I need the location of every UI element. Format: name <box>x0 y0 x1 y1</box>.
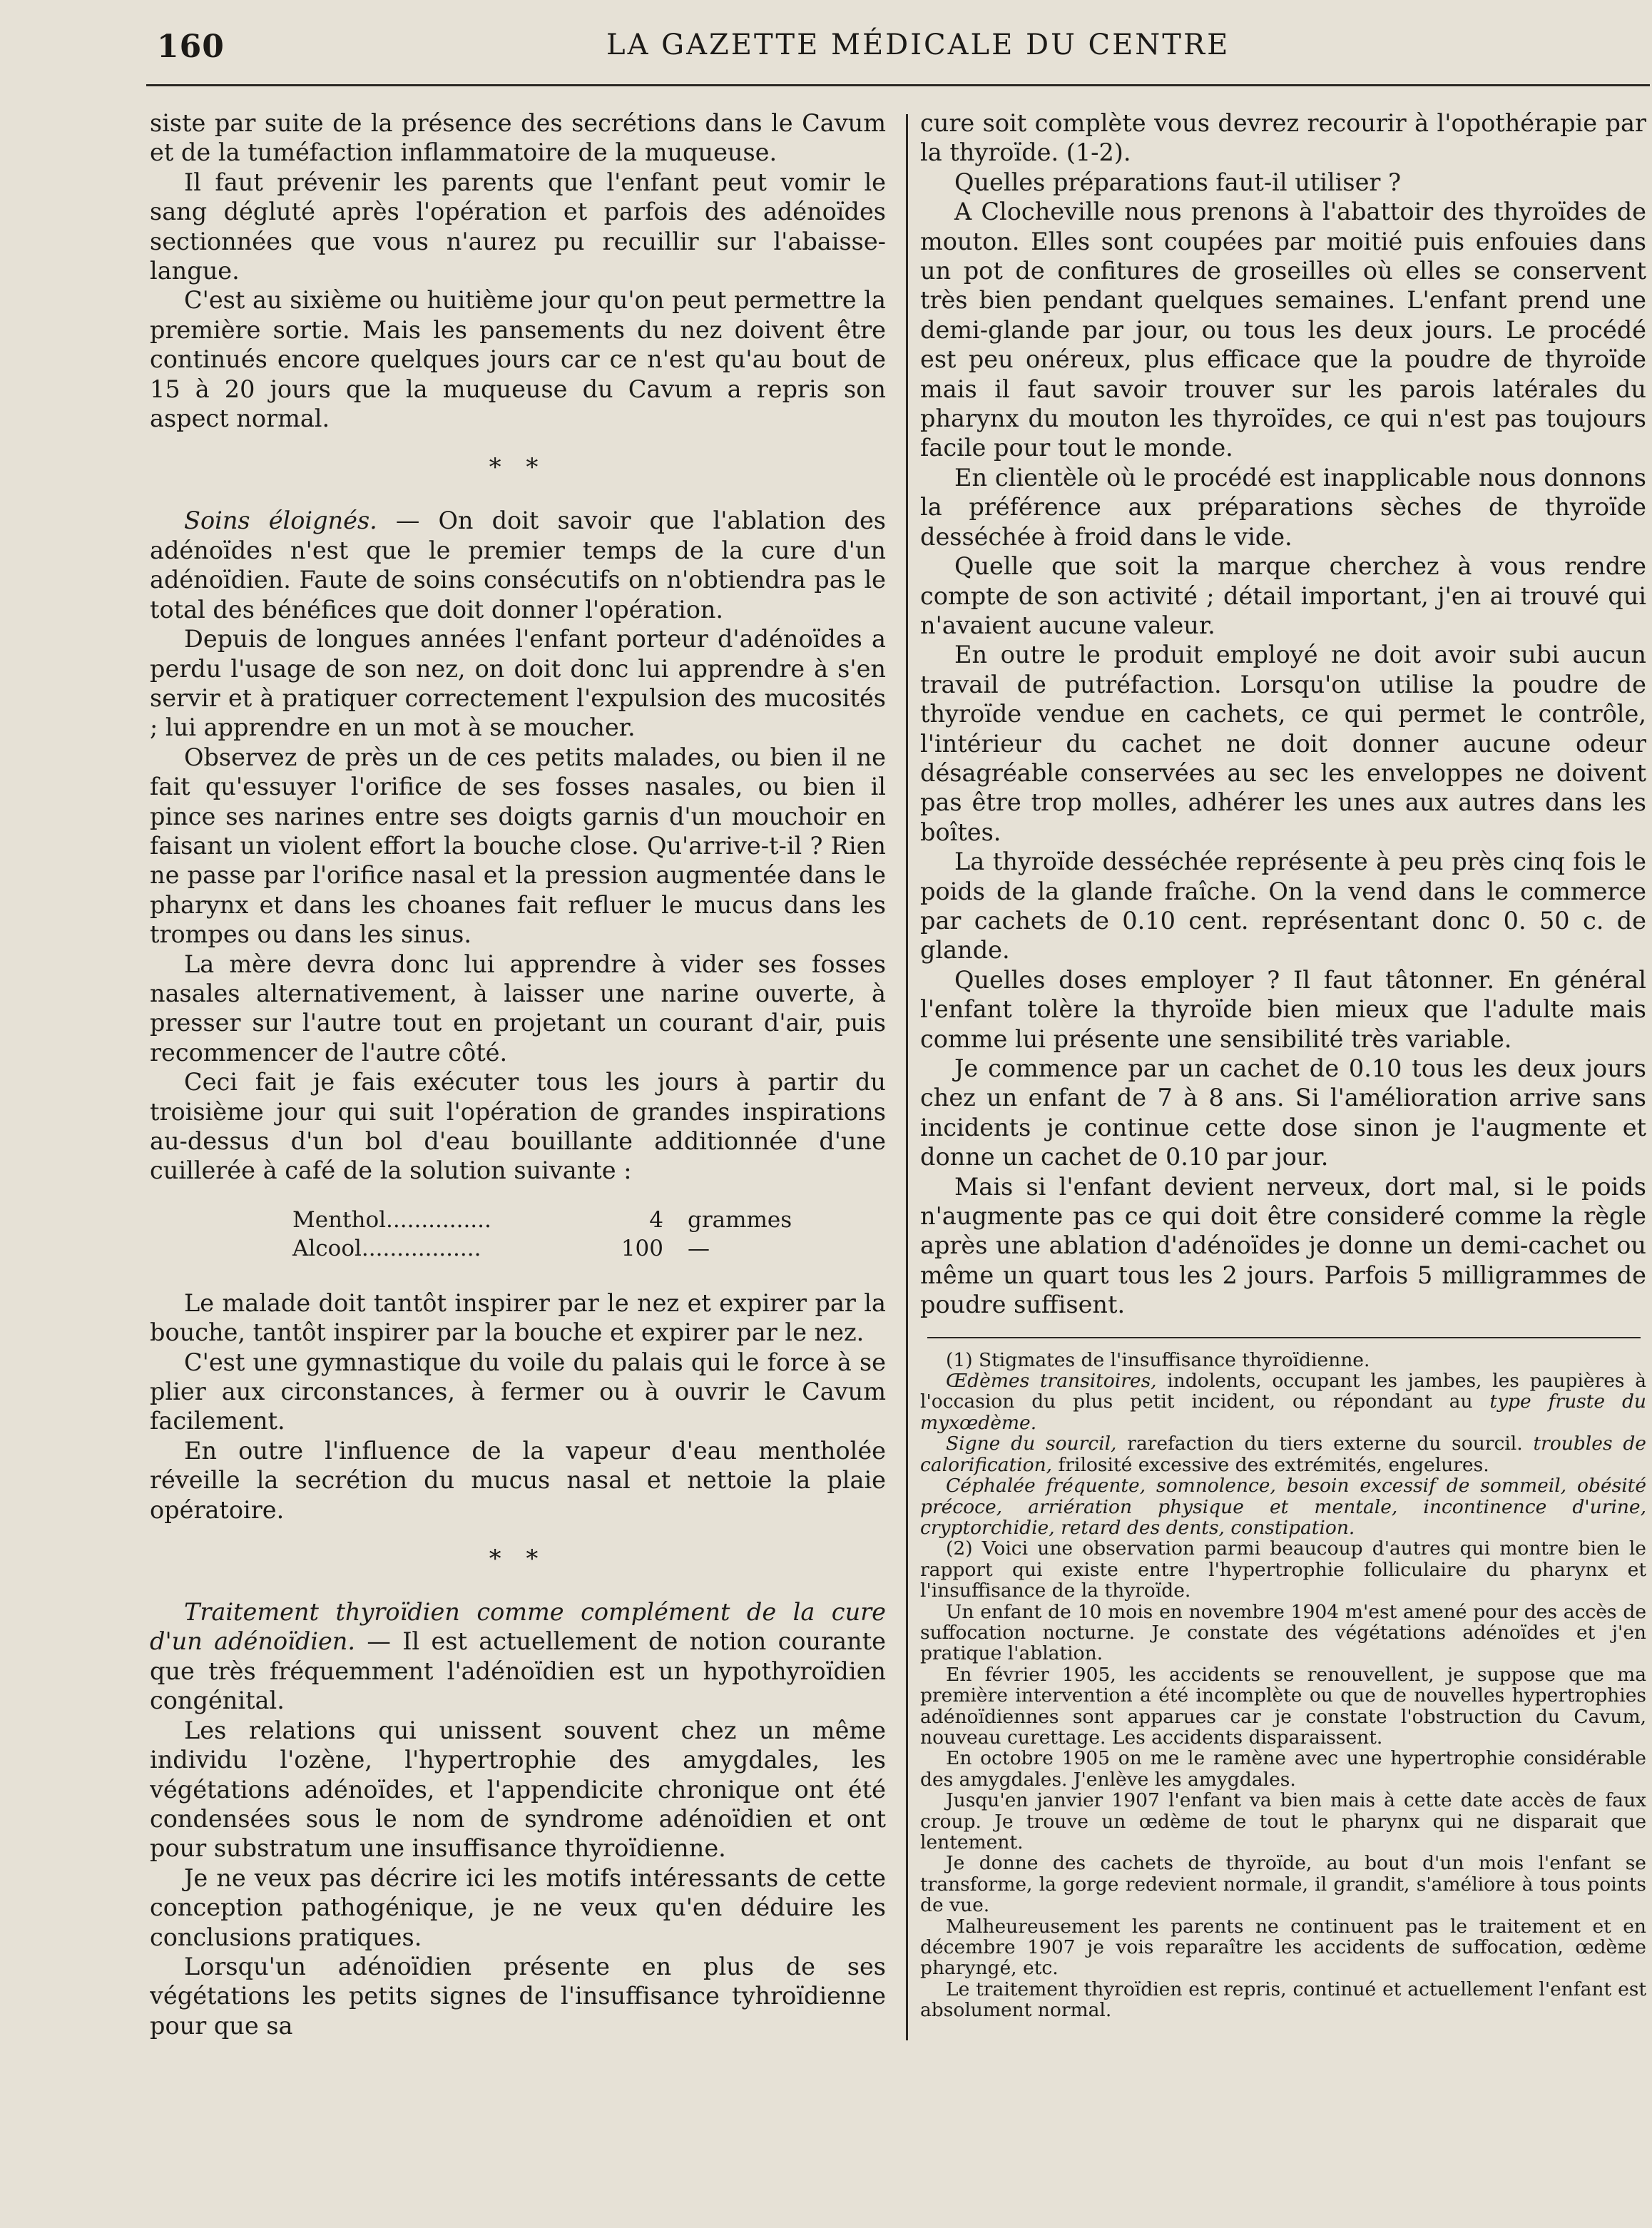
column-divider <box>906 114 908 2040</box>
footnote: Je donne des cachets de thyroïde, au bout d'un mois l'enfant se transforme, la gorge redevient normale, il grandit, s'améliore à tous points de vue. <box>920 1852 1646 1917</box>
paragraph: La thyroïde desséchée représente à peu près cinq fois le poids de la glande fraîche. On la vend dans le commerce par cachets de 0.10 cent. représentant donc 0. 50 c. de glande. <box>920 848 1646 965</box>
paragraph: siste par suite de la présence des secrétions dans le Cavum et de la tuméfaction inflammatoire de la muqueuse. <box>150 109 886 167</box>
ingredient-quantity: 4 <box>649 1206 663 1233</box>
footnote: En octobre 1905 on me le ramène avec une hypertrophie considérable des amygdales. J'enlève les amygdales. <box>920 1747 1646 1791</box>
paragraph-text: — On doit savoir que l'ablation des adénoïdes n'est que le premier temps de la cure d'un adénoïdien. Faute de soins consécutifs on n'obtiendra pas le total des bénéfices que doit donner l'opération. <box>150 507 886 624</box>
paragraph: Le malade doit tantôt inspirer par le nez et expirer par la bouche, tantôt inspirer par la bouche et expirer par le nez. <box>150 1288 886 1347</box>
footnote-text: indolents, occupant les jambes, les paupières à l'occasion du plus petit incident, ou répondant au <box>920 1370 1646 1413</box>
footnote-text: rarefaction du tiers externe du sourcil. <box>1116 1433 1534 1455</box>
footnote-rule <box>927 1337 1641 1338</box>
footnote-italic: troubles de calorification, <box>920 1433 1646 1476</box>
footnote: (1) Stigmates de l'insuffisance thyroïdienne. <box>946 1348 1370 1371</box>
ingredient-unit: — <box>688 1235 710 1261</box>
section-separator: * * <box>489 453 547 482</box>
prescription-formula <box>292 1206 886 1263</box>
paragraph: Quelle que soit la marque cherchez à vous rendre compte de son activité ; détail important, j'en ai trouvé qui n'avaient aucune valeur. <box>920 552 1646 639</box>
paragraph: Il faut prévenir les parents que l'enfant peut vomir le sang dégluté après l'opération et parfois des adénoïdes sectionnées que vous n'aurez pu recuillir sur l'abaisse-langue. <box>150 168 886 285</box>
footnote: Un enfant de 10 mois en novembre 1904 m'est amené pour des accès de suffocation nocturne. Je constate des végétations adénoïdes et j'en pratique l'ablation. <box>920 1600 1646 1665</box>
paragraph: En outre le produit employé ne doit avoir subi aucun travail de putréfaction. Lorsqu'on utilise la poudre de thyroïde vendue en cachets, ce qui permet le contrôle, l'intérieur du cachet ne doit donner aucune odeur désagréable conservées au sec les enveloppes ne doivent pas être trop molles, adhérer les unes aux autres dans les boîtes. <box>920 641 1646 846</box>
left-column <box>150 108 886 2040</box>
footnote-italic: Signe du sourcil, <box>946 1433 1117 1455</box>
paragraph: En outre l'influence de la vapeur d'eau mentholée réveille la secrétion du mucus nasal et nettoie la plaie opératoire. <box>150 1436 886 1524</box>
paragraph <box>150 506 886 624</box>
journal-title: LA GAZETTE MÉDICALE DU CENTRE <box>606 29 1230 61</box>
ingredient-unit: grammes <box>688 1206 792 1233</box>
footnote-italic: type fruste du myxœdème. <box>920 1390 1646 1434</box>
paragraph: Lorsqu'un adénoïdien présente en plus de ses végétations les petits signes de l'insuffisance tyhroïdienne pour que sa <box>150 1952 886 2040</box>
footnote: Jusqu'en janvier 1907 l'enfant va bien mais à cette date accès de faux croup. Je trouve un œdème de tout le pharynx qui ne disparait que lentement. <box>920 1789 1646 1853</box>
paragraph: C'est au sixième ou huitième jour qu'on peut permettre la première sortie. Mais les pansements du nez doivent être continués encore quelques jours car ce n'est qu'au bout de 15 à 20 jours que la muqueuse du Cavum a repris son aspect normal. <box>150 286 886 433</box>
paragraph: En clientèle où le procédé est inapplicable nous donnons la préférence aux préparations sèches de thyroïde desséchée à froid dans le vide. <box>920 463 1646 551</box>
paragraph: Je commence par un cachet de 0.10 tous les deux jours chez un enfant de 7 à 8 ans. Si l'amélioration arrive sans incidents je continue cette dose sinon je l'augmente et donne un cachet de 0.10 par jour. <box>920 1054 1646 1171</box>
section-heading: Soins éloignés. <box>184 507 377 535</box>
right-column <box>920 108 1646 2021</box>
paragraph: Observez de près un de ces petits malades, ou bien il ne fait qu'essuyer l'orifice de ses fosses nasales, ou bien il pince ses narines entre ses doigts garnis d'un mouchoir en faisant un violent effort la bouche close. Qu'arrive-t-il ? Rien ne passe par l'orifice nasal et la pression augmentée dans le pharynx et dans les choanes fait refluer le mucus dans les trompes ou dans les sinus. <box>150 743 886 949</box>
footnote <box>920 1433 1646 1475</box>
paragraph: C'est une gymnastique du voile du palais qui le force à se plier aux circonstances, à fermer ou à ouvrir le Cavum facilement. <box>150 1348 886 1435</box>
page-number: 160 <box>157 29 225 65</box>
footnote-italic: Œdèmes transitoires, <box>946 1370 1157 1393</box>
footnote: (2) Voici une observation parmi beaucoup d'autres qui montre bien le rapport qui existe entre l'hypertrophie folliculaire du pharynx et l'insuffisance de la thyroïde. <box>920 1537 1646 1602</box>
paragraph: Ceci fait je fais exécuter tous les jours à partir du troisième jour qui suit l'opération de grandes inspirations au-dessus d'un bol d'eau bouillante additionnée d'une cuillerée à café de la solution suivante : <box>150 1068 886 1185</box>
footnotes <box>920 1350 1646 2021</box>
footnote <box>920 1475 1646 1538</box>
paragraph-text: — Il est actuellement de notion courante que très fréquemment l'adénoïdien est un hypothyroïdien congénital. <box>150 1627 886 1715</box>
paragraph: Quelles doses employer ? Il faut tâtonner. En général l'enfant tolère la thyroïde bien mieux que l'adulte mais comme lui présente une sensibilité très variable. <box>920 965 1646 1053</box>
paragraph: Mais si l'enfant devient nerveux, dort mal, si le poids n'augmente pas ce qui doit être consideré comme la règle après une ablation d'adénoïdes je donne un demi-cachet ou même un quart tous les 2 jours. Parfois 5 milligrammes de poudre suffisent. <box>920 1172 1646 1319</box>
header-rule <box>146 84 1650 86</box>
ingredient-name: Alcool................. <box>292 1235 481 1261</box>
paragraph: cure soit complète vous devrez recourir à l'opothérapie par la thyroïde. (1-2). <box>920 109 1646 167</box>
ingredient-name: Menthol............... <box>292 1206 491 1233</box>
footnote: En février 1905, les accidents se renouvellent, je suppose que ma première intervention a été incomplète ou que de nouvelles hypertrophies adénoïdiennes sont apparues car je constate l'obstruction du Cavum, nouveau curettage. Les accidents disparaissent. <box>920 1663 1646 1749</box>
paragraph: Je ne veux pas décrire ici les motifs intéressants de cette conception pathogénique, je ne veux qu'en déduire les conclusions pratiques. <box>150 1863 886 1951</box>
paragraph: La mère devra donc lui apprendre à vider ses fosses nasales alternativement, à laisser une narine ouverte, à presser sur l'autre tout en projetant un courant d'air, puis recommencer de l'autre côté. <box>150 950 886 1067</box>
footnote-italic: Céphalée fréquente, somnolence, besoin excessif de sommeil, obésité précoce, arriération physique et mentale, incontinence d'urine, cryptorchidie, retard des dents, constipation. <box>920 1475 1646 1539</box>
ingredient-quantity: 100 <box>621 1235 663 1261</box>
paragraph: A Clocheville nous prenons à l'abattoir des thyroïdes de mouton. Elles sont coupées par moitié puis enfouies dans un pot de confitures de groseilles où elles se conservent très bien pendant quelques semaines. L'enfant prend une demi-glande par jour, ou tous les deux jours. Le procédé est peu onéreux, plus efficace que la poudre de thyroïde mais il faut savoir trouver sur les parois latérales du pharynx du mouton les thyroïdes, ce qui n'est pas toujours facile pour tout le monde. <box>920 198 1646 462</box>
footnote <box>920 1370 1646 1433</box>
formula-row <box>292 1206 886 1234</box>
formula-row <box>292 1234 886 1263</box>
footnote: Le traitement thyroïdien est repris, continué et actuellement l'enfant est absolument normal. <box>920 1978 1646 2021</box>
running-head <box>0 29 1652 78</box>
paragraph: Quelles préparations faut-il utiliser ? <box>954 168 1402 196</box>
paragraph: Les relations qui unissent souvent chez un même individu l'ozène, l'hypertrophie des amygdales, les végétations adénoïdes, et l'appendicite chronique ont été condensées sous le nom de syndrome adénoïdien et ont pour substratum une insuffisance thyroïdienne. <box>150 1716 886 1863</box>
section-heading: Traitement thyroïdien comme complément de la cure d'un adénoïdien. <box>150 1598 886 1656</box>
footnote-text: frilosité excessive des extrémités, engelures. <box>1052 1453 1489 1476</box>
footnote: Malheureusement les parents ne continuent pas le traitement et en décembre 1907 je vois reparaître les accidents de suffocation, œdème pharyngé, etc. <box>920 1915 1646 1980</box>
paragraph <box>150 1597 886 1716</box>
paragraph: Depuis de longues années l'enfant porteur d'adénoïdes a perdu l'usage de son nez, on doit donc lui apprendre à s'en servir et à pratiquer correctement l'expulsion des mucosités ; lui apprendre en un mot à se moucher. <box>150 625 886 742</box>
section-separator: * * <box>489 1545 547 1574</box>
